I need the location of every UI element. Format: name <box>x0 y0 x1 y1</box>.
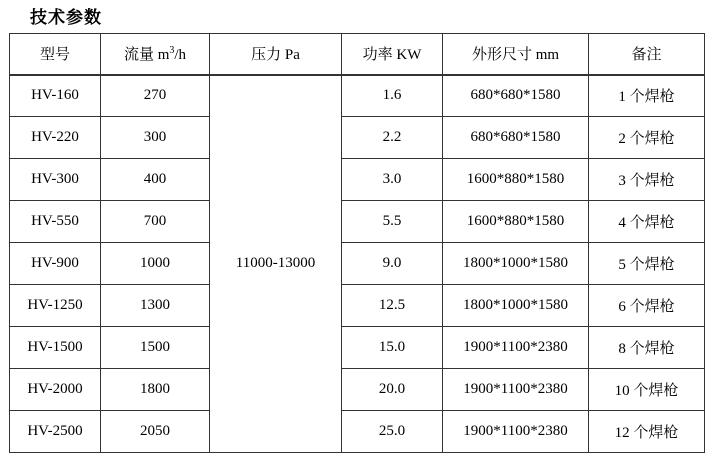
page-title: 技术参数 <box>30 8 102 27</box>
table-row <box>10 117 705 159</box>
cell-flow: 300 <box>101 117 210 159</box>
cell-model: HV-900 <box>10 243 101 285</box>
cell-note: 1 个焊枪 <box>589 75 705 117</box>
table-row <box>10 369 705 411</box>
header-flow-suffix: /h <box>174 47 187 64</box>
cell-flow: 1300 <box>101 285 210 327</box>
cell-model: HV-160 <box>10 75 101 117</box>
cell-note: 2 个焊枪 <box>589 117 705 159</box>
table-row <box>10 159 705 201</box>
spec-table <box>9 33 705 453</box>
cell-model: HV-2000 <box>10 369 101 411</box>
cell-flow: 1000 <box>101 243 210 285</box>
cell-power: 15.0 <box>342 327 443 369</box>
cell-model: HV-220 <box>10 117 101 159</box>
cell-flow: 2050 <box>101 411 210 453</box>
cell-note: 4 个焊枪 <box>589 201 705 243</box>
cell-note: 5 个焊枪 <box>589 243 705 285</box>
cell-model: HV-2500 <box>10 411 101 453</box>
cell-dims: 1900*1100*2380 <box>443 369 589 411</box>
cell-dims: 1800*1000*1580 <box>443 243 589 285</box>
header-power: 功率 KW <box>342 34 443 75</box>
table-row <box>10 411 705 453</box>
header-dims: 外形尺寸 mm <box>443 34 589 75</box>
cell-dims: 680*680*1580 <box>443 117 589 159</box>
cell-note: 6 个焊枪 <box>589 285 705 327</box>
cell-power: 1.6 <box>342 75 443 117</box>
cell-power: 9.0 <box>342 243 443 285</box>
cell-dims: 1800*1000*1580 <box>443 285 589 327</box>
header-flow-prefix: 流量 m <box>123 47 170 64</box>
cell-flow: 1500 <box>101 327 210 369</box>
table-header-row <box>10 34 705 75</box>
cell-dims: 1900*1100*2380 <box>443 327 589 369</box>
cell-dims: 1600*880*1580 <box>443 159 589 201</box>
cell-flow: 1800 <box>101 369 210 411</box>
header-model: 型号 <box>10 34 101 75</box>
header-note: 备注 <box>589 34 705 75</box>
cell-note: 8 个焊枪 <box>589 327 705 369</box>
table-row <box>10 75 705 117</box>
cell-note: 3 个焊枪 <box>589 159 705 201</box>
cell-model: HV-300 <box>10 159 101 201</box>
header-flow-superscript: 3 <box>169 45 175 57</box>
cell-power: 5.5 <box>342 201 443 243</box>
cell-dims: 680*680*1580 <box>443 75 589 117</box>
cell-dims: 1600*880*1580 <box>443 201 589 243</box>
cell-pressure-merged: 11000-13000 <box>210 75 342 453</box>
cell-power: 3.0 <box>342 159 443 201</box>
header-pressure: 压力 Pa <box>210 34 342 75</box>
cell-model: HV-1500 <box>10 327 101 369</box>
cell-flow: 400 <box>101 159 210 201</box>
header-flow <box>101 34 210 75</box>
cell-flow: 270 <box>101 75 210 117</box>
cell-power: 20.0 <box>342 369 443 411</box>
cell-power: 2.2 <box>342 117 443 159</box>
table-row <box>10 201 705 243</box>
cell-model: HV-1250 <box>10 285 101 327</box>
table-row <box>10 285 705 327</box>
cell-model: HV-550 <box>10 201 101 243</box>
cell-note: 12 个焊枪 <box>589 411 705 453</box>
cell-dims: 1900*1100*2380 <box>443 411 589 453</box>
cell-power: 25.0 <box>342 411 443 453</box>
table-row <box>10 243 705 285</box>
cell-power: 12.5 <box>342 285 443 327</box>
cell-note: 10 个焊枪 <box>589 369 705 411</box>
table-row <box>10 327 705 369</box>
cell-flow: 700 <box>101 201 210 243</box>
